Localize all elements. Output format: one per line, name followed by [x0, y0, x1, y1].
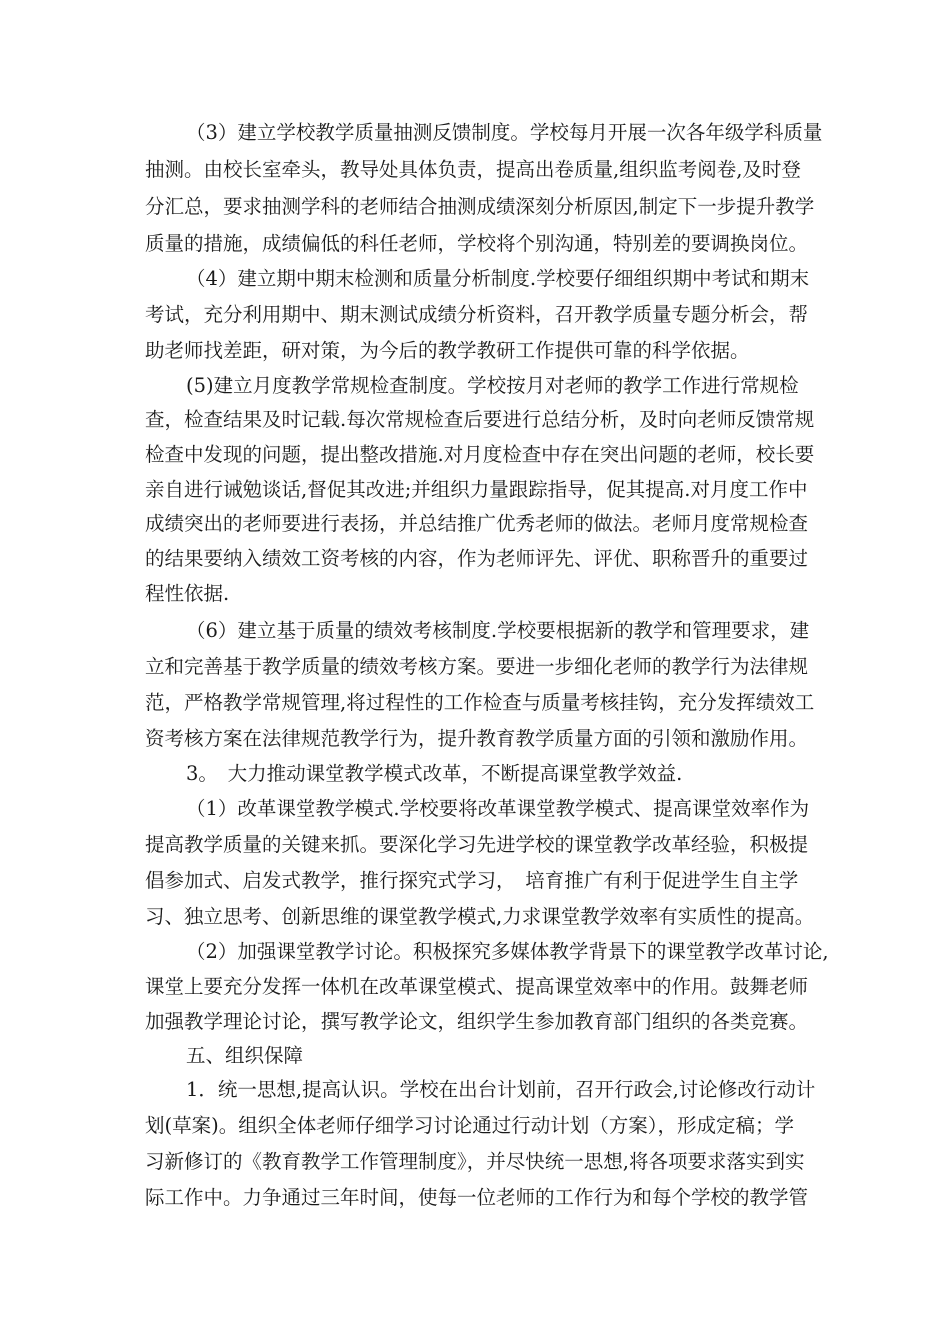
paragraph-line: （6）建立基于质量的绩效考核制度.学校要根据新的教学和管理要求，建: [186, 619, 810, 642]
paragraph-line: 亲自进行诫勉谈话,督促其改进;并组织力量跟踪指导，促其提高.对月度工作中: [145, 478, 808, 501]
paragraph-line: 立和完善基于教学质量的绩效考核方案。要进一步细化老师的教学行为法律规: [145, 655, 809, 678]
paragraph-line: 程性依据.: [145, 582, 230, 605]
paragraph-line: （1）改革课堂教学模式.学校要将改革课堂教学模式、提高课堂效率作为: [186, 797, 810, 820]
paragraph-line: 查，检查结果及时记载.每次常规检查后要进行总结分析，及时向老师反馈常规: [145, 408, 815, 431]
paragraph-line: 成绩突出的老师要进行表扬，并总结推广优秀老师的做法。老师月度常规检查: [145, 512, 809, 535]
section-heading: 五、组织保障: [186, 1044, 304, 1067]
paragraph-line: (5)建立月度教学常规检查制度。学校按月对老师的教学工作进行常规检: [186, 374, 799, 397]
paragraph-line: 检查中发现的问题，提出整改措施.对月度检查中存在突出问题的老师，校长要: [145, 443, 815, 466]
paragraph-line: 分汇总，要求抽测学科的老师结合抽测成绩深刻分析原因,制定下一步提升教学: [145, 195, 815, 218]
paragraph-line: 考试，充分利用期中、期末测试成绩分析资料，召开教学质量专题分析会，帮: [145, 303, 809, 326]
paragraph-line: 划(草案)。组织全体老师仔细学习讨论通过行动计划（方案），形成定稿；学: [145, 1114, 794, 1137]
paragraph-line: 际工作中。力争通过三年时间，使每一位老师的工作行为和每个学校的教学管: [145, 1186, 809, 1209]
paragraph-line: 1．统一思想,提高认识。学校在出台计划前，召开行政会,讨论修改行动计: [186, 1078, 816, 1101]
paragraph-line: 抽测。由校长室牵头，教导处具体负责，提高出卷质量,组织监考阅卷,及时登: [145, 158, 801, 181]
paragraph-line: 范，严格教学常规管理,将过程性的工作检查与质量考核挂钩，充分发挥绩效工: [145, 691, 815, 714]
paragraph-line: 习新修订的《教育教学工作管理制度》，并尽快统一思想,将各项要求落实到实: [145, 1150, 805, 1173]
section-heading: 3。 大力推动课堂教学模式改革，不断提高课堂教学效益.: [186, 762, 683, 785]
paragraph-line: （4）建立期中期末检测和质量分析制度.学校要仔细组织期中考试和期末: [186, 267, 810, 290]
paragraph-line: 质量的措施，成绩偏低的科任老师，学校将个别沟通，特别差的要调换岗位。: [145, 232, 809, 255]
paragraph-line: 习、独立思考、创新思维的课堂教学模式,力求课堂教学效率有实质性的提高。: [145, 905, 815, 928]
paragraph-line: 加强教学理论讨论，撰写教学论文，组织学生参加教育部门组织的各类竞赛。: [145, 1010, 809, 1033]
paragraph-line: （3）建立学校教学质量抽测反馈制度。学校每月开展一次各年级学科质量: [186, 121, 823, 144]
paragraph-line: 课堂上要充分发挥一体机在改革课堂模式、提高课堂效率中的作用。鼓舞老师: [145, 975, 809, 998]
paragraph-line: 助老师找差距，研对策，为今后的教学教研工作提供可靠的科学依据。: [145, 339, 750, 362]
paragraph-line: 资考核方案在法律规范教学行为，提升教育教学质量方面的引领和激励作用。: [145, 727, 809, 750]
paragraph-line: （2）加强课堂教学讨论。积极探究多媒体教学背景下的课堂教学改革讨论,: [186, 940, 829, 963]
paragraph-line: 提高教学质量的关键来抓。要深化学习先进学校的课堂教学改革经验，积极提: [145, 833, 809, 856]
paragraph-line: 倡参加式、启发式教学，推行探究式学习， 培育推广有利于促进学生自主学: [145, 869, 799, 892]
paragraph-line: 的结果要纳入绩效工资考核的内容，作为老师评先、评优、职称晋升的重要过: [145, 547, 809, 570]
